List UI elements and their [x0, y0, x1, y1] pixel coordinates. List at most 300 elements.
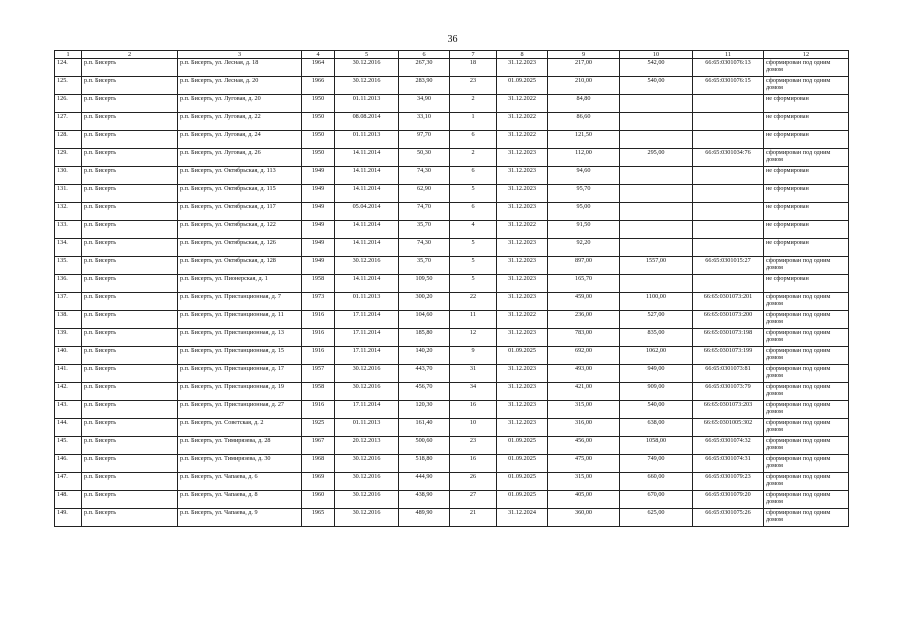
column-9-cell: 217,00 [548, 59, 620, 77]
land-plot-status-cell: сформирован под одним домом [764, 437, 849, 455]
cadastral-number-cell [693, 221, 764, 239]
column-9-cell: 783,00 [548, 329, 620, 347]
row-number-cell: 126. [55, 95, 82, 113]
settlement-cell: р.п. Бисерть [82, 311, 178, 329]
cadastral-number-cell [693, 131, 764, 149]
table-row [55, 491, 849, 509]
cadastral-number-cell: 66:65:0301073:200 [693, 311, 764, 329]
deadline-date-cell: 31.12.2023 [497, 401, 548, 419]
column-9-cell: 112,00 [548, 149, 620, 167]
cadastral-number-cell: 66:65:0301034:76 [693, 149, 764, 167]
address-cell: р.п. Бисерть, ул. Пристанционная, д. 7 [178, 293, 302, 311]
table-row [55, 401, 849, 419]
residents-cell: 23 [450, 77, 497, 95]
settlement-cell: р.п. Бисерть [82, 365, 178, 383]
cadastral-number-cell: 66:65:0301074:31 [693, 455, 764, 473]
date-cell: 01.11.2013 [335, 293, 399, 311]
construction-year-cell: 1950 [302, 131, 335, 149]
column-9-cell: 210,00 [548, 77, 620, 95]
cadastral-number-cell [693, 113, 764, 131]
settlement-cell: р.п. Бисерть [82, 257, 178, 275]
address-cell: р.п. Бисерть, ул. Чапаева, д. 6 [178, 473, 302, 491]
row-number-cell: 141. [55, 365, 82, 383]
land-plot-status-cell: не сформирован [764, 131, 849, 149]
area-cell: 161,40 [399, 419, 450, 437]
land-plot-status-cell: не сформирован [764, 221, 849, 239]
date-cell: 30.12.2016 [335, 383, 399, 401]
land-plot-status-cell: не сформирован [764, 203, 849, 221]
address-cell: р.п. Бисерть, ул. Пристанционная, д. 19 [178, 383, 302, 401]
deadline-date-cell: 31.12.2023 [497, 257, 548, 275]
construction-year-cell: 1916 [302, 329, 335, 347]
settlement-cell: р.п. Бисерть [82, 113, 178, 131]
date-cell: 14.11.2014 [335, 221, 399, 239]
row-number-cell: 144. [55, 419, 82, 437]
settlement-cell: р.п. Бисерть [82, 491, 178, 509]
date-cell: 17.11.2014 [335, 311, 399, 329]
column-9-cell: 92,20 [548, 239, 620, 257]
construction-year-cell: 1949 [302, 203, 335, 221]
date-cell: 30.12.2016 [335, 473, 399, 491]
area-cell: 438,90 [399, 491, 450, 509]
area-cell: 74,70 [399, 203, 450, 221]
land-plot-status-cell: сформирован под одним домом [764, 383, 849, 401]
settlement-cell: р.п. Бисерть [82, 473, 178, 491]
address-cell: р.п. Бисерть, ул. Октябрьская, д. 113 [178, 167, 302, 185]
table-row [55, 257, 849, 275]
row-number-cell: 129. [55, 149, 82, 167]
land-plot-status-cell: сформирован под одним домом [764, 77, 849, 95]
column-10-cell [620, 167, 693, 185]
residents-cell: 6 [450, 167, 497, 185]
residents-cell: 1 [450, 113, 497, 131]
column-10-cell: 670,00 [620, 491, 693, 509]
column-10-cell [620, 221, 693, 239]
column-10-cell: 909,00 [620, 383, 693, 401]
date-cell: 30.12.2016 [335, 455, 399, 473]
deadline-date-cell: 31.12.2023 [497, 293, 548, 311]
construction-year-cell: 1949 [302, 221, 335, 239]
address-cell: р.п. Бисерть, ул. Луговая, д. 24 [178, 131, 302, 149]
land-plot-status-cell: сформирован под одним домом [764, 491, 849, 509]
settlement-cell: р.п. Бисерть [82, 509, 178, 527]
cadastral-number-cell [693, 239, 764, 257]
table-row [55, 419, 849, 437]
area-cell: 456,70 [399, 383, 450, 401]
land-plot-status-cell: сформирован под одним домом [764, 311, 849, 329]
column-10-cell: 625,00 [620, 509, 693, 527]
residents-cell: 5 [450, 185, 497, 203]
cadastral-number-cell: 66:65:0301079:23 [693, 473, 764, 491]
deadline-date-cell: 31.12.2023 [497, 419, 548, 437]
residents-cell: 5 [450, 239, 497, 257]
column-9-cell: 421,00 [548, 383, 620, 401]
date-cell: 14.11.2014 [335, 185, 399, 203]
deadline-date-cell: 01.09.2025 [497, 347, 548, 365]
settlement-cell: р.п. Бисерть [82, 347, 178, 365]
land-plot-status-cell: не сформирован [764, 113, 849, 131]
table-row [55, 473, 849, 491]
address-cell: р.п. Бисерть, ул. Лесная, д. 20 [178, 77, 302, 95]
residents-cell: 21 [450, 509, 497, 527]
column-number: 11 [693, 51, 764, 59]
table-row [55, 329, 849, 347]
deadline-date-cell: 31.12.2023 [497, 149, 548, 167]
cadastral-number-cell [693, 203, 764, 221]
table-row [55, 347, 849, 365]
area-cell: 34,90 [399, 95, 450, 113]
address-cell: р.п. Бисерть, ул. Октябрьская, д. 128 [178, 257, 302, 275]
column-number: 3 [178, 51, 302, 59]
table-row [55, 509, 849, 527]
area-cell: 140,20 [399, 347, 450, 365]
residents-cell: 22 [450, 293, 497, 311]
table-row [55, 365, 849, 383]
column-10-cell [620, 203, 693, 221]
address-cell: р.п. Бисерть, ул. Пристанционная, д. 13 [178, 329, 302, 347]
construction-year-cell: 1949 [302, 239, 335, 257]
address-cell: р.п. Бисерть, ул. Пристанционная, д. 11 [178, 311, 302, 329]
area-cell: 185,80 [399, 329, 450, 347]
settlement-cell: р.п. Бисерть [82, 293, 178, 311]
date-cell: 01.11.2013 [335, 131, 399, 149]
column-number: 10 [620, 51, 693, 59]
row-number-cell: 128. [55, 131, 82, 149]
residents-cell: 18 [450, 59, 497, 77]
address-cell: р.п. Бисерть, ул. Пионерская, д. 1 [178, 275, 302, 293]
row-number-cell: 146. [55, 455, 82, 473]
column-10-cell [620, 275, 693, 293]
construction-year-cell: 1950 [302, 95, 335, 113]
settlement-cell: р.п. Бисерть [82, 149, 178, 167]
land-plot-status-cell: сформирован под одним домом [764, 59, 849, 77]
table-row [55, 185, 849, 203]
row-number-cell: 140. [55, 347, 82, 365]
cadastral-number-cell: 66:65:0301075:26 [693, 509, 764, 527]
area-cell: 283,90 [399, 77, 450, 95]
row-number-cell: 135. [55, 257, 82, 275]
cadastral-number-cell: 66:65:0301005:302 [693, 419, 764, 437]
row-number-cell: 137. [55, 293, 82, 311]
address-cell: р.п. Бисерть, ул. Луговая, д. 22 [178, 113, 302, 131]
deadline-date-cell: 31.12.2022 [497, 95, 548, 113]
table-row [55, 113, 849, 131]
address-cell: р.п. Бисерть, ул. Луговая, д. 20 [178, 95, 302, 113]
table-row [55, 221, 849, 239]
area-cell: 35,70 [399, 221, 450, 239]
column-9-cell: 121,50 [548, 131, 620, 149]
cadastral-number-cell: 66:65:0301073:201 [693, 293, 764, 311]
land-plot-status-cell: не сформирован [764, 167, 849, 185]
table-row [55, 455, 849, 473]
residents-cell: 4 [450, 221, 497, 239]
settlement-cell: р.п. Бисерть [82, 437, 178, 455]
area-cell: 104,60 [399, 311, 450, 329]
deadline-date-cell: 01.09.2025 [497, 455, 548, 473]
deadline-date-cell: 31.12.2023 [497, 329, 548, 347]
construction-year-cell: 1958 [302, 275, 335, 293]
table-row [55, 293, 849, 311]
address-cell: р.п. Бисерть, ул. Октябрьская, д. 122 [178, 221, 302, 239]
housing-registry-table [54, 50, 849, 527]
address-cell: р.п. Бисерть, ул. Тимирязева, д. 28 [178, 437, 302, 455]
date-cell: 14.11.2014 [335, 275, 399, 293]
column-10-cell [620, 185, 693, 203]
cadastral-number-cell: 66:65:0301076:15 [693, 77, 764, 95]
cadastral-number-cell: 66:65:0301073:203 [693, 401, 764, 419]
column-10-cell [620, 95, 693, 113]
land-plot-status-cell: не сформирован [764, 95, 849, 113]
settlement-cell: р.п. Бисерть [82, 329, 178, 347]
construction-year-cell: 1969 [302, 473, 335, 491]
area-cell: 33,10 [399, 113, 450, 131]
date-cell: 01.11.2013 [335, 419, 399, 437]
address-cell: р.п. Бисерть, ул. Луговая, д. 26 [178, 149, 302, 167]
column-9-cell: 91,50 [548, 221, 620, 239]
column-9-cell: 86,60 [548, 113, 620, 131]
land-plot-status-cell: сформирован под одним домом [764, 419, 849, 437]
row-number-cell: 148. [55, 491, 82, 509]
column-9-cell: 316,00 [548, 419, 620, 437]
settlement-cell: р.п. Бисерть [82, 95, 178, 113]
land-plot-status-cell: сформирован под одним домом [764, 329, 849, 347]
construction-year-cell: 1949 [302, 167, 335, 185]
land-plot-status-cell: не сформирован [764, 275, 849, 293]
area-cell: 62,90 [399, 185, 450, 203]
row-number-cell: 142. [55, 383, 82, 401]
address-cell: р.п. Бисерть, ул. Тимирязева, д. 30 [178, 455, 302, 473]
construction-year-cell: 1916 [302, 311, 335, 329]
construction-year-cell: 1950 [302, 113, 335, 131]
construction-year-cell: 1973 [302, 293, 335, 311]
residents-cell: 9 [450, 347, 497, 365]
table-row [55, 59, 849, 77]
area-cell: 74,30 [399, 239, 450, 257]
residents-cell: 12 [450, 329, 497, 347]
column-9-cell: 315,00 [548, 473, 620, 491]
deadline-date-cell: 31.12.2024 [497, 509, 548, 527]
column-9-cell: 315,00 [548, 401, 620, 419]
deadline-date-cell: 31.12.2022 [497, 131, 548, 149]
column-9-cell: 493,00 [548, 365, 620, 383]
settlement-cell: р.п. Бисерть [82, 221, 178, 239]
construction-year-cell: 1968 [302, 455, 335, 473]
address-cell: р.п. Бисерть, ул. Чапаева, д. 8 [178, 491, 302, 509]
land-plot-status-cell: сформирован под одним домом [764, 365, 849, 383]
cadastral-number-cell: 66:65:0301073:81 [693, 365, 764, 383]
column-number: 5 [335, 51, 399, 59]
table-row [55, 167, 849, 185]
row-number-cell: 127. [55, 113, 82, 131]
construction-year-cell: 1964 [302, 59, 335, 77]
table-row [55, 131, 849, 149]
land-plot-status-cell: сформирован под одним домом [764, 257, 849, 275]
row-number-cell: 130. [55, 167, 82, 185]
column-10-cell: 638,00 [620, 419, 693, 437]
address-cell: р.п. Бисерть, ул. Пристанционная, д. 17 [178, 365, 302, 383]
date-cell: 17.11.2014 [335, 347, 399, 365]
column-9-cell: 94,60 [548, 167, 620, 185]
cadastral-number-cell: 66:65:0301079:20 [693, 491, 764, 509]
address-cell: р.п. Бисерть, ул. Пристанционная, д. 27 [178, 401, 302, 419]
row-number-cell: 131. [55, 185, 82, 203]
area-cell: 444,90 [399, 473, 450, 491]
cadastral-number-cell: 66:65:0301076:13 [693, 59, 764, 77]
address-cell: р.п. Бисерть, ул. Октябрьская, д. 117 [178, 203, 302, 221]
address-cell: р.п. Бисерть, ул. Лесная, д. 18 [178, 59, 302, 77]
column-number: 4 [302, 51, 335, 59]
land-plot-status-cell: не сформирован [764, 185, 849, 203]
deadline-date-cell: 31.12.2023 [497, 59, 548, 77]
settlement-cell: р.п. Бисерть [82, 203, 178, 221]
settlement-cell: р.п. Бисерть [82, 455, 178, 473]
row-number-cell: 138. [55, 311, 82, 329]
settlement-cell: р.п. Бисерть [82, 419, 178, 437]
row-number-cell: 139. [55, 329, 82, 347]
residents-cell: 16 [450, 455, 497, 473]
table-row [55, 95, 849, 113]
land-plot-status-cell: сформирован под одним домом [764, 401, 849, 419]
table-row [55, 203, 849, 221]
column-number: 1 [55, 51, 82, 59]
column-10-cell: 1062,00 [620, 347, 693, 365]
column-10-cell: 1100,00 [620, 293, 693, 311]
cadastral-number-cell [693, 95, 764, 113]
column-number: 9 [548, 51, 620, 59]
area-cell: 35,70 [399, 257, 450, 275]
area-cell: 518,80 [399, 455, 450, 473]
settlement-cell: р.п. Бисерть [82, 59, 178, 77]
column-9-cell: 84,80 [548, 95, 620, 113]
construction-year-cell: 1949 [302, 257, 335, 275]
column-number: 6 [399, 51, 450, 59]
row-number-cell: 143. [55, 401, 82, 419]
column-10-cell: 949,00 [620, 365, 693, 383]
column-9-cell: 897,00 [548, 257, 620, 275]
column-number: 12 [764, 51, 849, 59]
column-9-cell: 475,00 [548, 455, 620, 473]
settlement-cell: р.п. Бисерть [82, 401, 178, 419]
area-cell: 120,30 [399, 401, 450, 419]
column-10-cell [620, 131, 693, 149]
column-9-cell: 405,00 [548, 491, 620, 509]
date-cell: 30.12.2016 [335, 59, 399, 77]
table-row [55, 239, 849, 257]
cadastral-number-cell: 66:65:0301073:79 [693, 383, 764, 401]
cadastral-number-cell [693, 167, 764, 185]
date-cell: 30.12.2016 [335, 509, 399, 527]
column-9-cell: 165,70 [548, 275, 620, 293]
column-10-cell: 1058,00 [620, 437, 693, 455]
settlement-cell: р.п. Бисерть [82, 167, 178, 185]
row-number-cell: 124. [55, 59, 82, 77]
row-number-cell: 125. [55, 77, 82, 95]
row-number-cell: 136. [55, 275, 82, 293]
date-cell: 14.11.2014 [335, 149, 399, 167]
residents-cell: 2 [450, 95, 497, 113]
address-cell: р.п. Бисерть, ул. Октябрьская, д. 115 [178, 185, 302, 203]
row-number-cell: 147. [55, 473, 82, 491]
date-cell: 20.12.2013 [335, 437, 399, 455]
date-cell: 17.11.2014 [335, 329, 399, 347]
land-plot-status-cell: сформирован под одним домом [764, 473, 849, 491]
date-cell: 05.04.2014 [335, 203, 399, 221]
date-cell: 01.11.2013 [335, 95, 399, 113]
address-cell: р.п. Бисерть, ул. Чапаева, д. 9 [178, 509, 302, 527]
column-10-cell: 527,00 [620, 311, 693, 329]
column-number-row [55, 51, 849, 59]
table-row [55, 275, 849, 293]
row-number-cell: 145. [55, 437, 82, 455]
area-cell: 97,70 [399, 131, 450, 149]
settlement-cell: р.п. Бисерть [82, 383, 178, 401]
land-plot-status-cell: не сформирован [764, 239, 849, 257]
construction-year-cell: 1967 [302, 437, 335, 455]
column-9-cell: 459,00 [548, 293, 620, 311]
cadastral-number-cell [693, 185, 764, 203]
date-cell: 14.11.2014 [335, 167, 399, 185]
column-number: 7 [450, 51, 497, 59]
deadline-date-cell: 31.12.2022 [497, 113, 548, 131]
area-cell: 50,30 [399, 149, 450, 167]
residents-cell: 5 [450, 275, 497, 293]
column-10-cell: 540,00 [620, 401, 693, 419]
construction-year-cell: 1957 [302, 365, 335, 383]
column-10-cell: 542,00 [620, 59, 693, 77]
residents-cell: 34 [450, 383, 497, 401]
residents-cell: 5 [450, 257, 497, 275]
area-cell: 489,90 [399, 509, 450, 527]
page-number: 36 [447, 34, 458, 45]
land-plot-status-cell: сформирован под одним домом [764, 347, 849, 365]
deadline-date-cell: 31.12.2023 [497, 365, 548, 383]
residents-cell: 11 [450, 311, 497, 329]
residents-cell: 2 [450, 149, 497, 167]
column-9-cell: 456,00 [548, 437, 620, 455]
area-cell: 443,70 [399, 365, 450, 383]
column-10-cell: 540,00 [620, 77, 693, 95]
construction-year-cell: 1958 [302, 383, 335, 401]
column-9-cell: 95,00 [548, 203, 620, 221]
column-10-cell [620, 113, 693, 131]
construction-year-cell: 1965 [302, 509, 335, 527]
residents-cell: 27 [450, 491, 497, 509]
column-10-cell: 1557,00 [620, 257, 693, 275]
table-row [55, 149, 849, 167]
cadastral-number-cell: 66:65:0301015:27 [693, 257, 764, 275]
construction-year-cell: 1949 [302, 185, 335, 203]
residents-cell: 26 [450, 473, 497, 491]
deadline-date-cell: 01.09.2025 [497, 491, 548, 509]
address-cell: р.п. Бисерть, ул. Пристанционная, д. 15 [178, 347, 302, 365]
land-plot-status-cell: сформирован под одним домом [764, 455, 849, 473]
column-number: 8 [497, 51, 548, 59]
date-cell: 17.11.2014 [335, 401, 399, 419]
construction-year-cell: 1916 [302, 401, 335, 419]
column-number: 2 [82, 51, 178, 59]
land-plot-status-cell: сформирован под одним домом [764, 293, 849, 311]
table-row [55, 77, 849, 95]
date-cell: 30.12.2016 [335, 77, 399, 95]
residents-cell: 23 [450, 437, 497, 455]
table-row [55, 311, 849, 329]
column-10-cell [620, 239, 693, 257]
row-number-cell: 134. [55, 239, 82, 257]
table-row [55, 437, 849, 455]
column-10-cell: 295,00 [620, 149, 693, 167]
construction-year-cell: 1925 [302, 419, 335, 437]
row-number-cell: 132. [55, 203, 82, 221]
